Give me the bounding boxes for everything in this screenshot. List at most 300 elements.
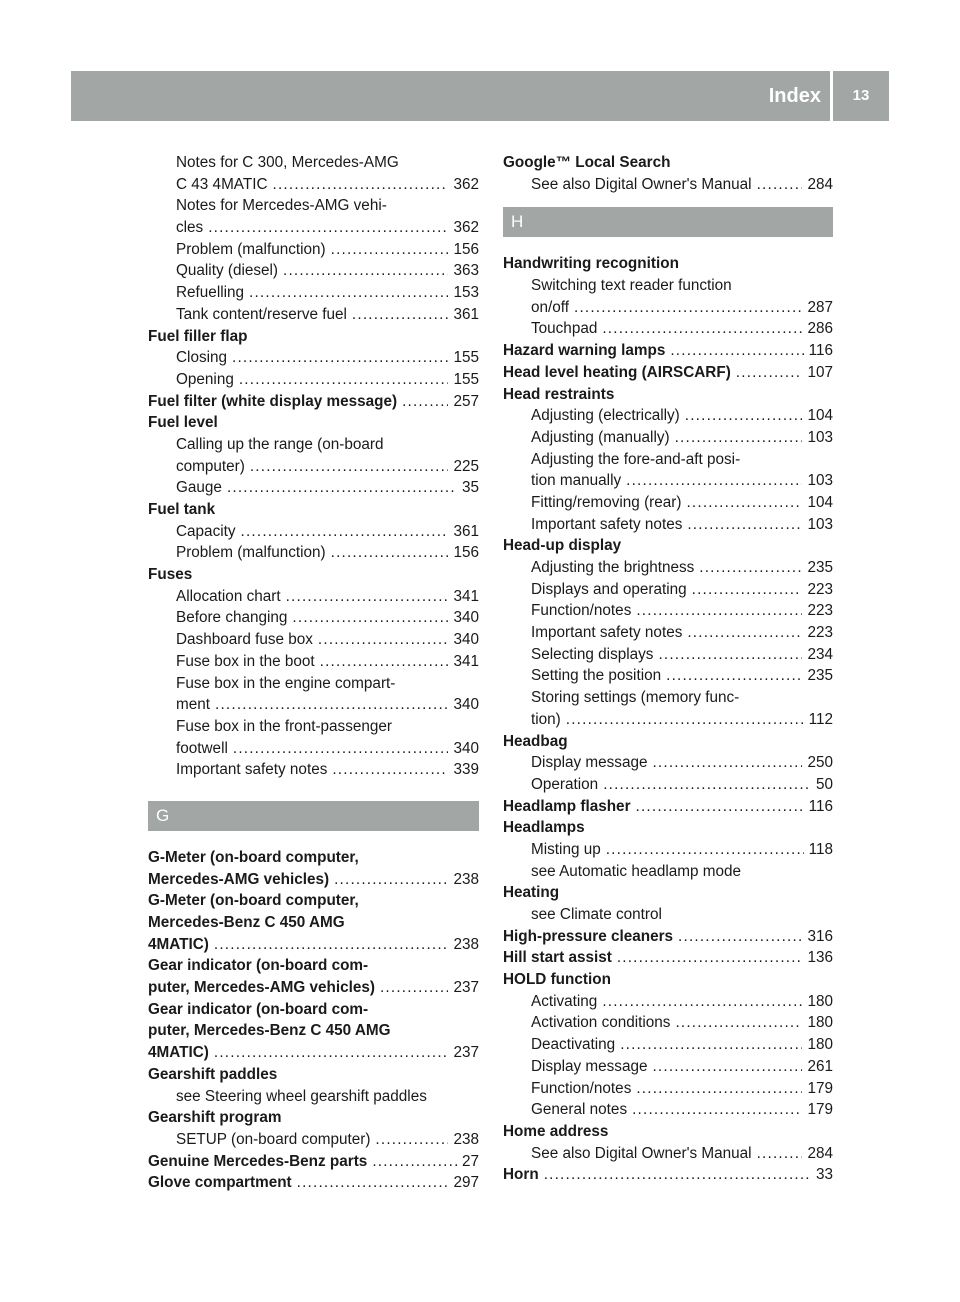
dot-leader [214,1042,449,1064]
entry-text: 4MATIC) [148,935,209,953]
entry-text: Headlamp flasher [503,797,631,815]
entry-text: Head level heating (AIRSCARF) [503,363,731,381]
page-ref: 180 [807,1036,833,1054]
page-ref: 180 [807,992,833,1010]
index-subentry [503,839,833,861]
index-subentry [503,318,833,340]
dot-leader [652,752,802,774]
index-column-left [148,152,479,1194]
page-ref: 223 [807,602,833,620]
index-subentry [148,629,479,651]
entry-text: tion) [531,710,561,728]
index-entry [503,969,833,991]
index-subentry [148,542,479,564]
index-subentry [503,405,833,427]
page-ref: 33 [815,1166,833,1184]
dot-leader [574,297,802,319]
index-subentry [503,774,833,796]
index-subentry [148,260,479,282]
entry-text: G-Meter (on-board computer, [148,848,359,866]
page-ref: 223 [807,580,833,598]
entry-text: Dashboard fuse box [176,631,313,649]
page-ref: 180 [807,1014,833,1032]
index-subentry [148,694,479,716]
page-ref: 340 [453,609,479,627]
entry-text: Calling up the range (on-board [176,435,384,453]
dot-leader [602,991,802,1013]
entry-text: Switching text reader function [531,277,732,295]
dot-leader [292,607,448,629]
index-subentry [503,449,833,471]
page-number: 13 [852,87,870,104]
entry-text: see Steering wheel gearshift paddles [176,1087,427,1105]
dot-leader [636,796,804,818]
entry-text: puter, Mercedes-Benz C 450 AMG [148,1022,391,1040]
page-ref: 116 [808,797,833,815]
page-ref: 363 [453,262,479,280]
dot-leader [666,665,802,687]
index-subentry [503,492,833,514]
index-entry [503,340,833,362]
page-ref: 27 [461,1152,479,1170]
entry-text: cles [176,219,204,237]
index-entry [503,1121,833,1143]
dot-leader [692,579,803,601]
entry-text: Activation conditions [531,1014,671,1032]
dot-leader [699,557,802,579]
index-subentry [503,752,833,774]
entry-text: SETUP (on-board computer) [176,1130,371,1148]
dot-leader [670,340,803,362]
index-subentry [148,152,479,174]
index-entry [148,999,479,1021]
page-ref: 235 [807,667,833,685]
index-entry [503,947,833,969]
index-subentry [148,217,479,239]
dot-leader [320,651,449,673]
index-entry [148,934,479,956]
page-ref: 237 [453,979,479,997]
page-ref: 284 [807,1144,833,1162]
entry-text: Fuse box in the front-passenger [176,717,392,735]
dot-leader [675,1012,802,1034]
index-subentry [148,347,479,369]
index-entry [503,253,833,275]
index-subentry [148,716,479,738]
entry-text: Head restraints [503,385,615,403]
entry-text: Allocation chart [176,587,281,605]
index-entry [148,1042,479,1064]
page-ref: 297 [453,1174,479,1192]
page-ref: 261 [807,1057,833,1075]
index-entry [503,731,833,753]
entry-text: See also Digital Owner's Manual [531,175,752,193]
entry-text: Function/notes [531,1079,632,1097]
index-subentry [503,514,833,536]
entry-text: Gauge [176,479,222,497]
dot-leader [658,644,802,666]
dot-leader [636,600,802,622]
entry-text: Adjusting the fore-and-aft posi- [531,450,741,468]
dot-leader [283,260,448,282]
dot-leader [273,174,449,196]
entry-text: Fuel tank [148,501,216,518]
page-ref: 339 [453,761,479,779]
index-subentry [503,709,833,731]
index-subentry [503,427,833,449]
entry-text: Heating [503,884,560,902]
entry-text: Gearshift paddles [148,1065,278,1083]
index-subentry [503,557,833,579]
entry-text: Glove compartment [148,1174,292,1192]
dot-leader [239,369,449,391]
index-subentry [148,759,479,781]
index-entry [148,412,479,434]
page-ref: 104 [807,493,833,511]
entry-text: Gear indicator (on-board com- [148,957,369,975]
dot-leader [250,456,449,478]
entry-text: Opening [176,370,234,388]
entry-text: Important safety notes [531,624,683,642]
index-subentry [503,600,833,622]
index-subentry [148,282,479,304]
dot-leader [606,839,804,861]
page-ref: 340 [453,631,479,649]
entry-text: Notes for C 300, Mercedes-AMG [176,154,399,171]
index-entry [503,152,833,174]
index-subentry [503,174,833,196]
index-subentry [148,434,479,456]
entry-text: Fuse box in the engine compart- [176,674,396,692]
entry-text: See also Digital Owner's Manual [531,1144,752,1162]
dot-leader [372,1151,457,1173]
dot-leader [214,934,449,956]
dot-leader [617,947,803,969]
entry-text: Fuel filler flap [148,327,248,345]
entry-text: Notes for Mercedes-AMG vehi- [176,197,387,215]
page-ref: 362 [453,175,479,193]
index-subentry [503,622,833,644]
dot-leader [685,405,803,427]
entry-text: Function/notes [531,602,632,620]
index-subentry [148,369,479,391]
entry-text: Display message [531,754,648,772]
entry-text: Genuine Mercedes-Benz parts [148,1152,368,1170]
page-ref: 118 [808,840,833,858]
index-entry [148,1172,479,1194]
entry-text: Refuelling [176,284,245,302]
page-ref: 316 [807,927,833,945]
entry-text: Quality (diesel) [176,262,279,280]
index-subentry [503,579,833,601]
page-ref: 235 [807,559,833,576]
dot-leader [687,514,802,536]
index-subentry [148,477,479,499]
entry-text: computer) [176,457,245,475]
index-subentry [503,665,833,687]
index-subentry [503,1012,833,1034]
page-header [71,71,889,121]
index-subentry [148,456,479,478]
page-ref: 361 [453,305,479,323]
dot-leader [331,542,449,564]
page-ref: 341 [453,587,479,605]
page-ref: 103 [807,515,833,533]
entry-text: footwell [176,739,228,757]
entry-text: Selecting displays [531,645,654,663]
dot-leader [602,318,802,340]
dot-leader [626,470,802,492]
page-ref: 136 [807,949,833,967]
dot-leader [652,1056,802,1078]
entry-text: see Climate control [531,906,662,923]
entry-text: C 43 4MATIC [176,175,268,193]
page-title: Index [768,85,821,107]
page-ref: 361 [453,522,479,540]
dot-leader [232,347,448,369]
index-subentry [503,470,833,492]
section-header: H [503,207,833,237]
entry-text: Important safety notes [176,761,328,779]
index-entry [148,847,479,869]
index-subentry [148,651,479,673]
entry-text: Touchpad [531,320,598,338]
page-ref: 155 [453,370,479,388]
page-ref: 223 [807,624,833,642]
index-entry [148,564,479,586]
index-subentry [503,1099,833,1121]
entry-text: Home address [503,1122,609,1140]
page-ref: 116 [808,342,833,360]
index-subentry [503,297,833,319]
index-subentry [503,275,833,297]
entry-text: Mercedes-AMG vehicles) [148,870,330,888]
dot-leader [227,477,457,499]
dot-leader [757,1143,803,1165]
dot-leader [331,239,449,261]
dot-leader [686,492,802,514]
page-ref: 107 [807,363,833,381]
page-ref: 35 [461,479,479,497]
entry-text: Adjusting (electrically) [531,407,680,425]
index-entry [148,1020,479,1042]
index-subentry [148,673,479,695]
entry-text: Fuses [148,566,193,584]
entry-text: Important safety notes [531,515,683,533]
dot-leader [736,362,803,384]
dot-leader [380,977,448,999]
page-ref: 257 [453,392,479,410]
dot-leader [215,694,448,716]
entry-text: Adjusting (manually) [531,428,670,446]
index-subentry [503,1034,833,1056]
entry-text: Hill start assist [503,949,612,967]
index-column-right [503,152,833,1186]
dot-leader [375,1129,448,1151]
index-entry [148,890,479,912]
dot-leader [332,759,448,781]
page-ref: 238 [453,1130,479,1148]
page-ref: 340 [453,696,479,714]
page-ref: 179 [807,1101,833,1119]
dot-leader [636,1078,802,1100]
index-subentry [503,1056,833,1078]
dot-leader [334,869,448,891]
index-subentry [148,304,479,326]
entry-text: Horn [503,1166,539,1184]
index-entry [148,326,479,348]
dot-leader [632,1099,802,1121]
entry-text: Fitting/removing (rear) [531,493,682,511]
entry-text: Setting the position [531,667,662,685]
dot-leader [352,304,449,326]
entry-text: Displays and operating [531,580,687,598]
index-entry [148,955,479,977]
index-entry [148,391,479,413]
page-ref: 284 [807,175,833,193]
index-subentry [148,1129,479,1151]
index-entry [503,926,833,948]
entry-text: Capacity [176,522,236,540]
index-subentry [148,521,479,543]
index-entry [503,535,833,557]
entry-text: Problem (malfunction) [176,240,326,258]
index-subentry [503,904,833,926]
index-subentry [503,644,833,666]
entry-text: Headbag [503,732,568,750]
entry-text: see Automatic headlamp mode [531,862,742,880]
entry-text: Mercedes-Benz C 450 AMG [148,914,345,931]
page-ref: 179 [807,1079,833,1097]
index-entry [148,869,479,891]
dot-leader [544,1164,811,1186]
entry-text: Fuel filter (white display message) [148,392,398,410]
page-ref: 238 [453,935,479,953]
index-subentry [148,195,479,217]
index-entry [503,362,833,384]
dot-leader [286,586,449,608]
page-ref: 286 [807,320,833,338]
index-subentry [503,1078,833,1100]
dot-leader [402,391,448,413]
entry-text: Fuse box in the boot [176,652,315,670]
entry-text: Handwriting recognition [503,255,679,273]
entry-text: Display message [531,1057,648,1075]
dot-leader [318,629,449,651]
page-ref: 103 [807,472,833,490]
entry-text: Problem (malfunction) [176,544,326,562]
index-subentry [503,1143,833,1165]
entry-text: Hazard warning lamps [503,342,666,360]
dot-leader [249,282,448,304]
page-ref: 155 [453,349,479,367]
index-subentry [148,586,479,608]
index-entry [503,384,833,406]
entry-text: Closing [176,349,228,367]
index-subentry [148,1086,479,1108]
index-subentry [503,991,833,1013]
page-ref: 234 [807,645,833,663]
entry-text: Fuel level [148,414,218,432]
page-ref: 250 [807,754,833,772]
entry-text: on/off [531,298,569,316]
page-ref: 341 [453,652,479,670]
entry-text: puter, Mercedes-AMG vehicles) [148,979,375,997]
index-entry [148,499,479,521]
index-entry [503,882,833,904]
dot-leader [675,427,803,449]
page-ref: 237 [453,1044,479,1062]
entry-text: Before changing [176,609,288,627]
entry-text: Headlamps [503,819,585,837]
index-subentry [503,687,833,709]
page-ref: 103 [807,428,833,446]
dot-leader [297,1172,449,1194]
page-ref: 153 [453,284,479,302]
index-entry [148,912,479,934]
entry-text: tion manually [531,472,622,490]
dot-leader [233,738,449,760]
entry-text: General notes [531,1101,628,1119]
entry-text: High-pressure cleaners [503,927,674,945]
page-ref: 225 [453,457,479,475]
entry-text: ment [176,696,211,714]
entry-text: Gear indicator (on-board com- [148,1000,369,1018]
page-ref: 340 [453,739,479,757]
entry-text: Gearshift program [148,1109,282,1127]
dot-leader [208,217,448,239]
index-entry [148,1151,479,1173]
dot-leader [678,926,802,948]
index-subentry [148,239,479,261]
section-header: G [148,801,479,831]
entry-text: Operation [531,775,599,793]
index-entry [503,1164,833,1186]
entry-text: Google™ Local Search [503,154,671,171]
index-entry [503,796,833,818]
page-ref: 238 [453,870,479,888]
dot-leader [757,174,803,196]
dot-leader [241,521,449,543]
dot-leader [687,622,802,644]
entry-text: Adjusting the brightness [531,559,695,576]
entry-text: Head-up display [503,537,622,555]
index-subentry [503,861,833,883]
entry-text: 4MATIC) [148,1044,209,1062]
page-ref: 156 [453,240,479,258]
entry-text: Storing settings (memory func- [531,689,740,707]
page-ref: 112 [808,710,833,728]
page-ref: 50 [815,775,833,793]
page-ref: 287 [807,298,833,316]
entry-text: Deactivating [531,1036,616,1054]
index-subentry [148,174,479,196]
page-ref: 156 [453,544,479,562]
index-subentry [148,738,479,760]
dot-leader [603,774,811,796]
index-entry [148,977,479,999]
dot-leader [620,1034,802,1056]
index-entry [148,1064,479,1086]
entry-text: Misting up [531,840,601,858]
index-entry [148,1107,479,1129]
page-ref: 362 [453,219,479,237]
page-ref: 104 [807,407,833,425]
dot-leader [566,709,804,731]
index-subentry [148,607,479,629]
entry-text: Tank content/reserve fuel [176,305,347,323]
entry-text: Activating [531,992,598,1010]
